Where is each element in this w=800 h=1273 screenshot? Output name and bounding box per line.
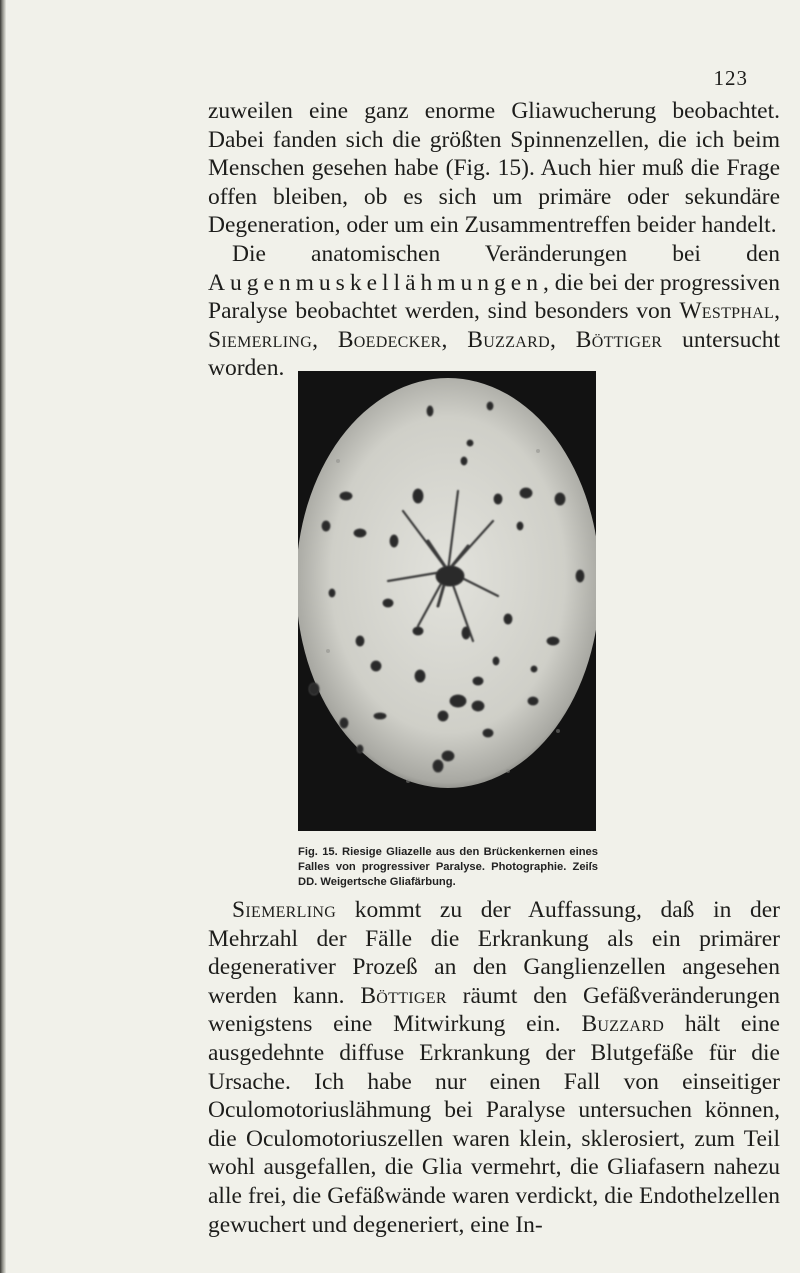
author-name: Böttiger (575, 326, 663, 353)
separator: , (441, 326, 468, 353)
paragraph-3-part-2: räumt den Gefäßveränderungen wenigstens eine Mitwirkung ein. (208, 982, 780, 1038)
author-name: Westphal (679, 298, 775, 325)
separator: , (774, 298, 780, 325)
paragraph-2 (208, 240, 780, 383)
author-name: Böttiger (360, 982, 447, 1009)
author-name: Siemerling (232, 897, 337, 923)
separator: , (312, 326, 338, 353)
micrograph-image (298, 371, 596, 831)
page-edge (0, 0, 6, 1273)
paragraph-3-part-3: hält eine ausgedehnte diffuse Erkrankung der Blutgefäße für die Ursache. Ich habe nur einen Fall von einseitiger Oculomotoriuslähmung bei Paralyse untersuchen können, die Oculomotoriuszellen waren klein, sklerosiert, zum Teil wohl ausgefallen, die Glia vermehrt, die Gliafasern nahezu alle frei, die Gefäßwände waren verdickt, die Endothelzellen gewuchert und degeneriert, eine In- (208, 1011, 780, 1238)
paragraph-2-mid: , die bei der progressiven Paralyse beobachtet werden, sind besonders von (208, 269, 780, 325)
author-name: Buzzard (581, 1011, 665, 1038)
page-number: 123 (713, 66, 748, 90)
emphasized-term: Augenmuskellähmungen (208, 269, 543, 296)
paragraph-1 (208, 97, 780, 240)
micrograph-figure (298, 371, 596, 831)
paragraph-3-part-1: kommt zu der Auffassung, daß in der Mehrzahl der Fälle die Erkrankung als ein primärer degenerativer Prozeß an den Ganglienzellen angesehen werden kann. (208, 897, 780, 1009)
separator: , (549, 326, 576, 353)
paragraph-1-text: zuweilen eine ganz enorme Gliawucherung beobachtet. Dabei fanden sich die größten Spinnenzellen, die ich beim Menschen gesehen habe (Fig. 15). Auch hier muß die Frage offen bleiben, ob es sich um primäre oder sekundäre Degeneration, oder um ein Zusammentreffen beider handelt. (208, 98, 780, 239)
paragraph-2-lead: Die anatomischen Veränderungen bei den (232, 241, 780, 267)
author-name: Siemerling (208, 326, 313, 353)
paragraph-2-tail: untersucht worden. (208, 326, 781, 382)
paragraph-3 (208, 896, 780, 1239)
author-name: Boedecker (337, 326, 442, 353)
figure-caption: Fig. 15. Riesige Gliazelle aus den Brückenkernen eines Falles von progressiver Paralyse. Photographie. Zeiſs DD. Weigertsche Gliafärbung. (298, 846, 598, 888)
author-name: Buzzard (467, 326, 550, 353)
